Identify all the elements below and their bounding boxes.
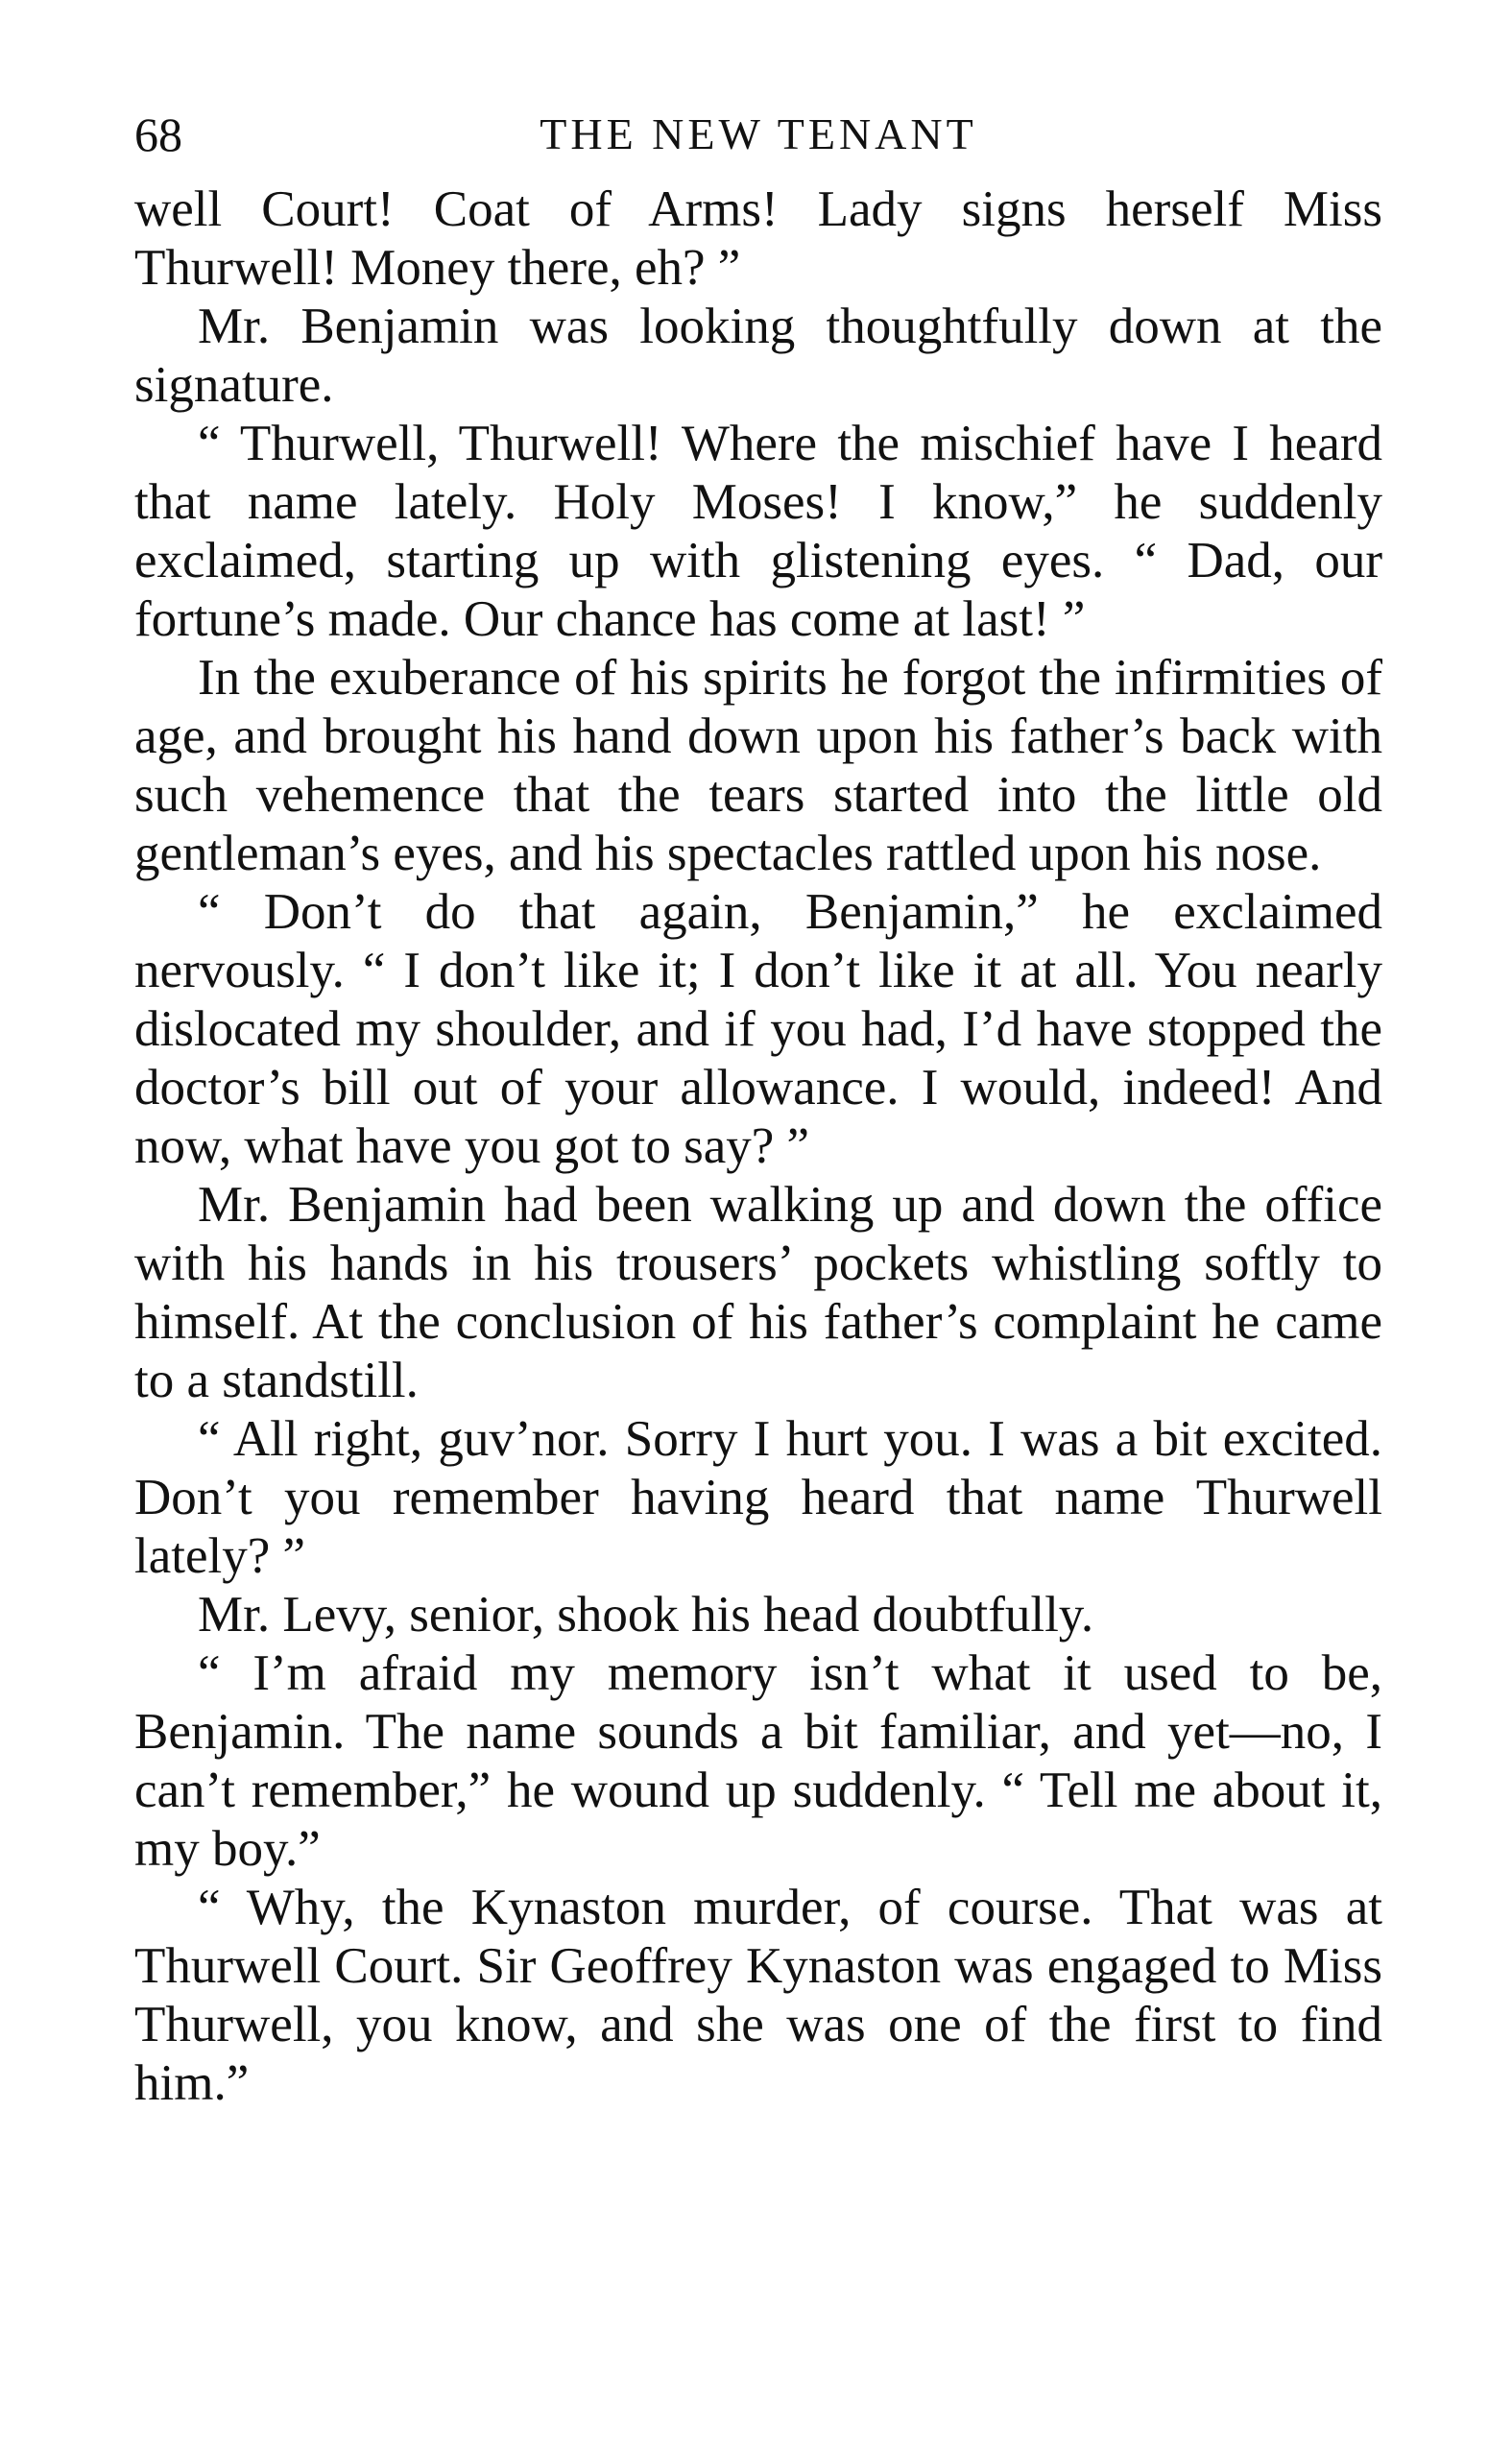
paragraph: Mr. Levy, senior, shook his head doubtfully.	[198, 1587, 1094, 1643]
book-title: THE NEW TENANT	[540, 109, 977, 158]
paragraph: “ Thurwell, Thurwell! Where the mischief have I heard that name lately. Holy Moses! I know,” he suddenly exclaimed, starting up with glistening eyes. “ Dad, our fortune’s made. Our chance has come at last! ”	[134, 416, 1382, 647]
paragraph: Mr. Benjamin had been walking up and down the office with his hands in his trousers’ pockets whistling softly to himself. At the conclusion of his father’s complaint he came to a standstill.	[134, 1177, 1382, 1408]
body-text	[134, 180, 1382, 2113]
running-head	[134, 96, 1382, 173]
paragraph: “ Don’t do that again, Benjamin,” he exclaimed nervously. “ I don’t like it; I don’t like it at all. You nearly dislocated my shoulder, and if you had, I’d have stopped the doctor’s bill out of your allowance. I would, indeed! And now, what have you got to say? ”	[134, 884, 1382, 1174]
paragraph: “ Why, the Kynaston murder, of course. That was at Thurwell Court. Sir Geoffrey Kynaston was engaged to Miss Thurwell, you know, and she was one of the first to find him.”	[134, 1880, 1382, 2111]
page-number: 68	[134, 108, 182, 161]
paragraph: In the exuberance of his spirits he forgot the infirmities of age, and brought his hand down upon his father’s back with such vehemence that the tears started into the little old gentleman’s eyes, and his spectacles rattled upon his nose.	[134, 650, 1382, 881]
paragraph: “ I’m afraid my memory isn’t what it used to be, Benjamin. The name sounds a bit familiar, and yet—no, I can’t remember,” he wound up suddenly. “ Tell me about it, my boy.”	[134, 1645, 1382, 1877]
paragraph: Mr. Benjamin was looking thoughtfully down at the signature.	[134, 299, 1382, 413]
book-page	[134, 96, 1382, 2113]
paragraph: well Court! Coat of Arms! Lady signs herself Miss Thurwell! Money there, eh? ”	[134, 181, 1382, 296]
paragraph: “ All right, guv’nor. Sorry I hurt you. I was a bit excited. Don’t you remember having heard that name Thurwell lately? ”	[134, 1411, 1382, 1584]
